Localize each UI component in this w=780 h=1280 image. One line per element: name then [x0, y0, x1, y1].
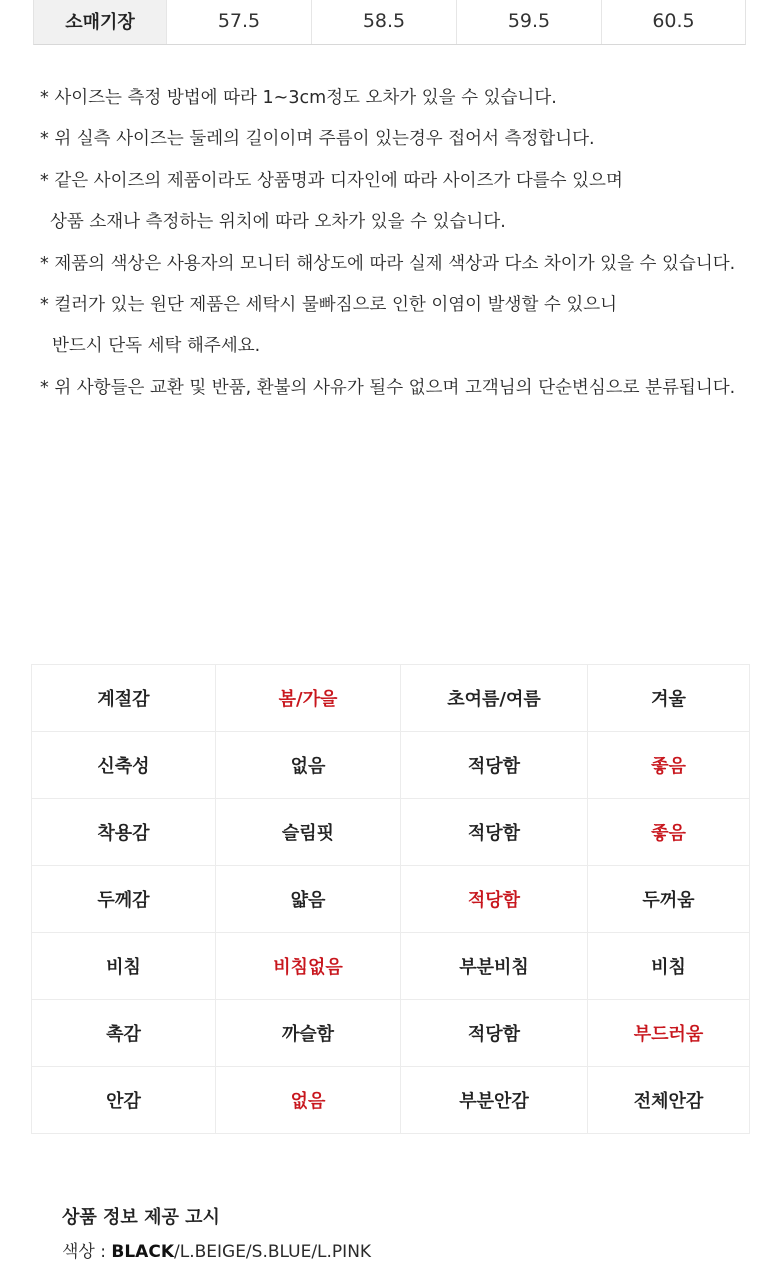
fabric-option: 없음 [216, 1067, 401, 1134]
fabric-row [32, 665, 750, 732]
fabric-row [32, 1000, 750, 1067]
fabric-option: 적당함 [401, 732, 588, 799]
fabric-row-label: 신축성 [32, 732, 216, 799]
fabric-option: 초여름/여름 [401, 665, 588, 732]
note-line: 상품 소재나 측정하는 위치에 따라 오차가 있을 수 있습니다. [50, 212, 506, 233]
fabric-row-label: 두께감 [32, 866, 216, 933]
fabric-option: 두꺼움 [588, 866, 750, 933]
fabric-characteristics-table [31, 664, 750, 1134]
size-value: 60.5 [601, 0, 745, 44]
fabric-option: 전체안감 [588, 1067, 750, 1134]
fabric-option: 좋음 [588, 799, 750, 866]
fabric-row [32, 732, 750, 799]
fabric-option: 슬림핏 [216, 799, 401, 866]
fabric-option: 봄/가을 [216, 665, 401, 732]
color-primary: BLACK [111, 1242, 174, 1262]
fabric-option: 좋음 [588, 732, 750, 799]
note-line: 반드시 단독 세탁 해주세요. [52, 336, 261, 357]
size-row-header: 소매기장 [34, 0, 166, 44]
color-label: 색상 : [62, 1242, 112, 1262]
fabric-option: 적당함 [401, 1000, 588, 1067]
note-line: * 제품의 색상은 사용자의 모니터 해상도에 따라 실제 색상과 다소 차이가 있을 수 있습니다. [40, 253, 736, 274]
color-info [62, 1238, 762, 1272]
fabric-row-label: 촉감 [32, 1000, 216, 1067]
size-table [33, 0, 746, 45]
fabric-row [32, 799, 750, 866]
fabric-option: 비침없음 [216, 933, 401, 1000]
note-line: * 같은 사이즈의 제품이라도 상품명과 디자인에 따라 사이즈가 다를수 있으며 [40, 170, 623, 191]
fabric-option: 부드러움 [588, 1000, 750, 1067]
size-value: 58.5 [311, 0, 456, 44]
size-value: 59.5 [456, 0, 601, 44]
fabric-option: 비침 [588, 933, 750, 1000]
fabric-option: 까슬함 [216, 1000, 401, 1067]
product-info [62, 1204, 762, 1272]
size-notes [40, 82, 760, 413]
fabric-row [32, 933, 750, 1000]
fabric-row-label: 계절감 [32, 665, 216, 732]
note-line: * 위 사항들은 교환 및 반품, 환불의 사유가 될수 없으며 고객님의 단순변심으로 분류됩니다. [40, 377, 736, 398]
product-info-title: 상품 정보 제공 고시 [62, 1207, 220, 1228]
fabric-option: 부분안감 [401, 1067, 588, 1134]
size-value: 57.5 [166, 0, 311, 44]
note-line: * 위 실측 사이즈는 둘레의 길이이며 주름이 있는경우 접어서 측정합니다. [40, 129, 595, 150]
color-rest: /L.BEIGE/S.BLUE/L.PINK [174, 1242, 372, 1262]
fabric-option: 얇음 [216, 866, 401, 933]
fabric-option: 없음 [216, 732, 401, 799]
fabric-option: 부분비침 [401, 933, 588, 1000]
fabric-option: 적당함 [401, 866, 588, 933]
fabric-option: 겨울 [588, 665, 750, 732]
fabric-option: 적당함 [401, 799, 588, 866]
fabric-row-label: 안감 [32, 1067, 216, 1134]
note-line: * 사이즈는 측정 방법에 따라 1~3cm정도 오차가 있을 수 있습니다. [40, 88, 557, 108]
fabric-row [32, 866, 750, 933]
note-line: * 컬러가 있는 원단 제품은 세탁시 물빠짐으로 인한 이염이 발생할 수 있으니 [40, 294, 618, 315]
fabric-row [32, 1067, 750, 1134]
fabric-row-label: 비침 [32, 933, 216, 1000]
fabric-row-label: 착용감 [32, 799, 216, 866]
